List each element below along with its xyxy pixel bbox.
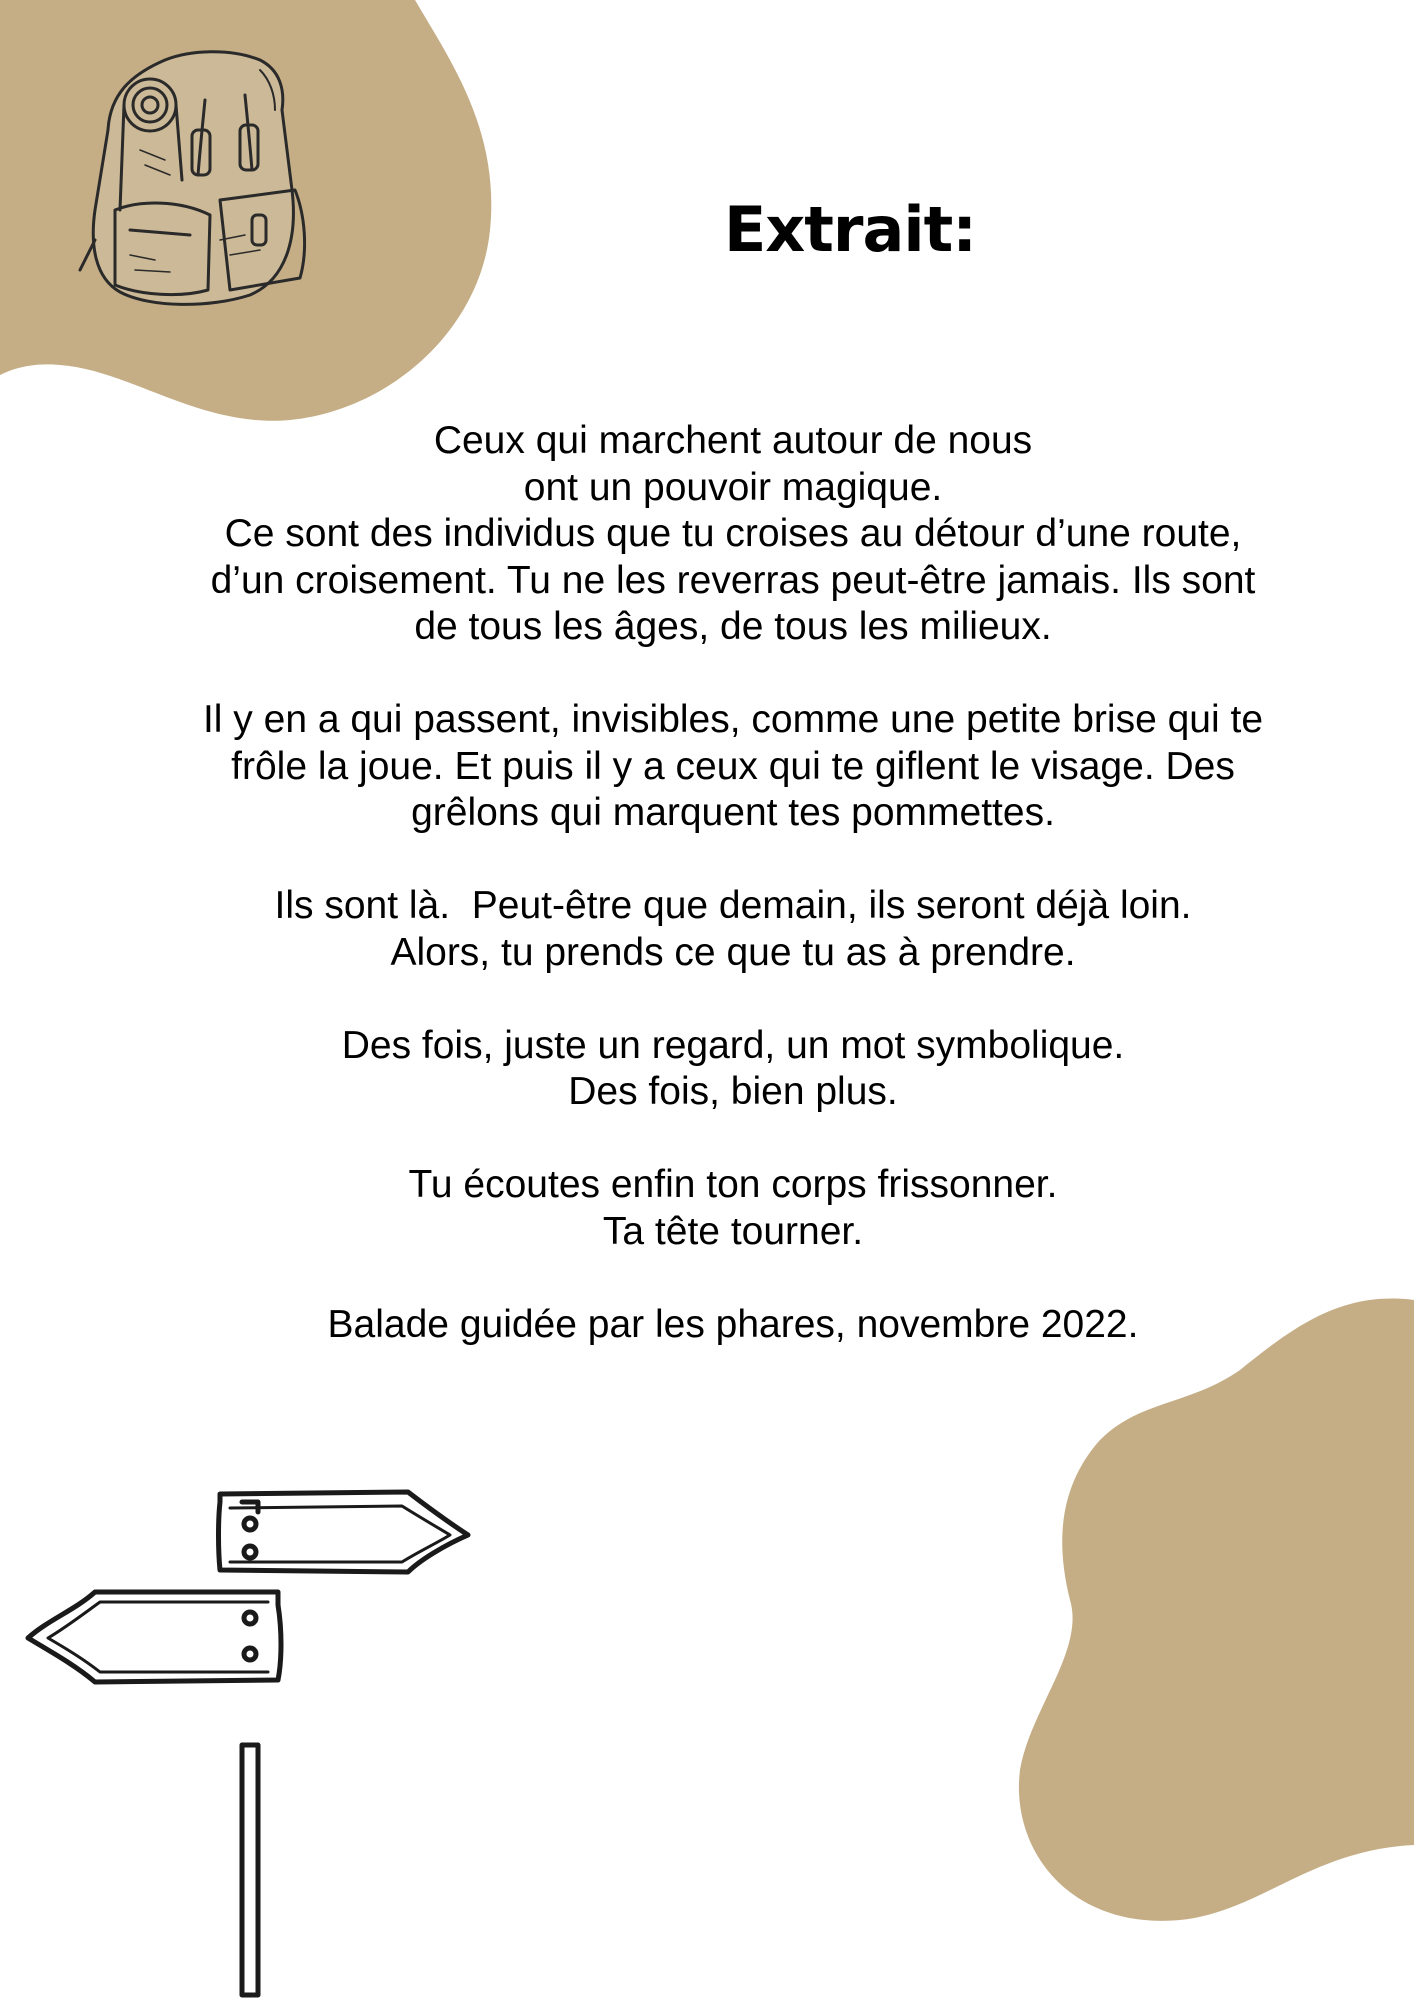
stanza (120, 1162, 1346, 1255)
poem-line: ont un pouvoir magique. (523, 465, 943, 509)
poem-line: Balade guidée par les phares, novembre 2022. (327, 1302, 1139, 1346)
poem-line: Des fois, juste un regard, un mot symbolique. (341, 1023, 1125, 1067)
poem-line: Ta tête tourner. (602, 1209, 864, 1253)
poem-line: Ils sont là. Peut-être que demain, ils seront déjà loin. (274, 884, 1192, 927)
poem-text (120, 418, 1346, 1395)
poem-line: frôle la joue. Et puis il y a ceux qui te giflent le visage. Des (231, 744, 1235, 788)
stanza (120, 1023, 1346, 1116)
poem-line: Alors, tu prends ce que tu as à prendre. (390, 930, 1076, 974)
poem-line: grêlons qui marquent tes pommettes. (411, 791, 1055, 834)
stanza (120, 697, 1346, 837)
poem-line: Il y en a qui passent, invisibles, comme une petite brise qui te (202, 698, 1264, 741)
poem-line: Ceux qui marchent autour de nous (433, 419, 1033, 462)
signpost-icon (20, 1480, 480, 2000)
backpack-icon (70, 40, 330, 320)
poem-line: d’un croisement. Tu ne les reverras peut-être jamais. Ils sont (210, 558, 1256, 602)
stanza (120, 418, 1346, 651)
poem-line: Tu écoutes enfin ton corps frissonner. (408, 1163, 1058, 1206)
poem-line: Des fois, bien plus. (568, 1070, 898, 1113)
signature-line (120, 1302, 1346, 1349)
poem-line: Ce sont des individus que tu croises au détour d’une route, (224, 512, 1242, 555)
stanza (120, 883, 1346, 976)
poem-line: de tous les âges, de tous les milieux. (414, 605, 1052, 648)
page-title: Extrait: (723, 193, 977, 266)
